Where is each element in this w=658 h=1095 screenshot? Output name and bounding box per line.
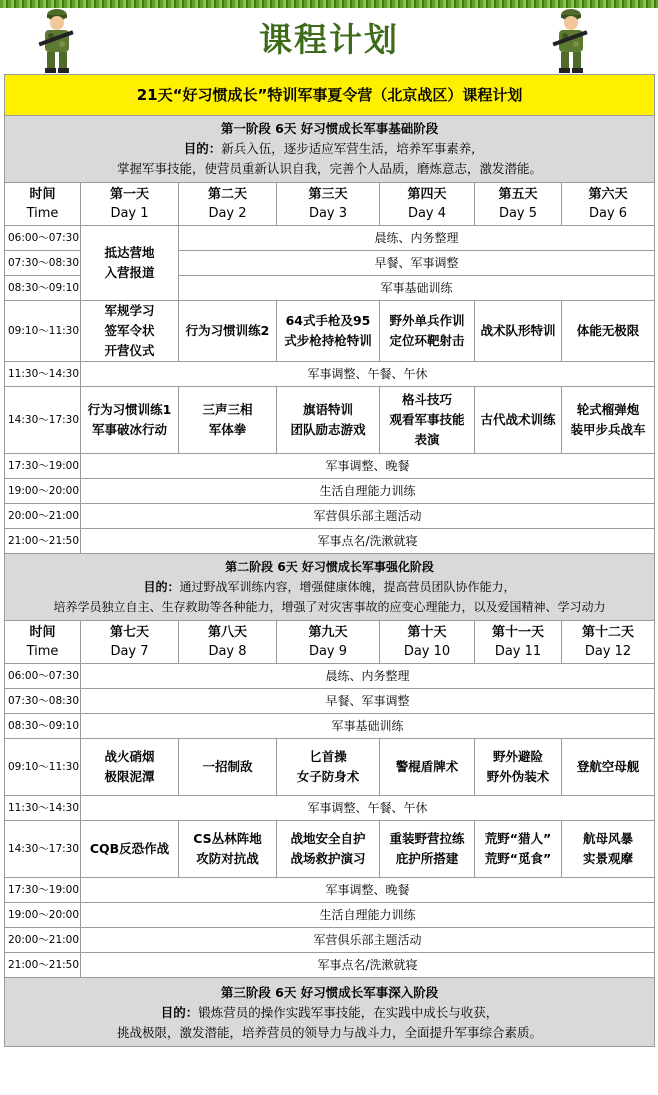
activity-cell bbox=[562, 387, 655, 454]
activity-cell bbox=[179, 821, 277, 878]
day-en: Day 4 bbox=[407, 206, 447, 221]
activity-cell bbox=[81, 821, 179, 878]
schedule-row bbox=[5, 878, 655, 903]
activity-line: 战场救护演习 bbox=[290, 851, 366, 866]
phase-2-title: 第二阶段 6天 好习惯成长军事强化阶段 bbox=[225, 560, 434, 574]
time-slot: 21:00～21:50 bbox=[5, 529, 81, 554]
day-header bbox=[380, 183, 475, 226]
activity-line: 旗语特训 bbox=[302, 402, 353, 417]
common-activity: 军事调整、晚餐 bbox=[81, 454, 655, 479]
activity-line: 攻防对抗战 bbox=[196, 851, 259, 866]
day-en: Day 10 bbox=[403, 644, 451, 659]
phase-1-goal-label: 目的： bbox=[183, 141, 222, 156]
day-en: Day 12 bbox=[584, 644, 632, 659]
activity-cell bbox=[562, 739, 655, 796]
schedule-row bbox=[5, 664, 655, 689]
phase-1-title: 第一阶段 6天 好习惯成长军事基础阶段 bbox=[220, 121, 439, 136]
activity-cell bbox=[81, 301, 179, 362]
time-slot: 21:00～21:50 bbox=[5, 953, 81, 978]
activity-line: 64式手枪及95 bbox=[285, 313, 371, 328]
activity-line: 匕首操 bbox=[309, 749, 347, 764]
activity-line: 签军令状 bbox=[104, 323, 155, 338]
common-activity: 军事调整、午餐、午休 bbox=[81, 362, 655, 387]
schedule-row bbox=[5, 529, 655, 554]
time-slot: 20:00～21:00 bbox=[5, 928, 81, 953]
day-header bbox=[81, 183, 179, 226]
phase-1-goal-text1: 新兵入伍，逐步适应军营生活，培养军事素养, bbox=[221, 141, 476, 156]
activity-cell bbox=[277, 739, 380, 796]
day-en: Day 1 bbox=[110, 206, 149, 221]
phase-2-goal-line2: 培养学员独立自主、生存救助等各种能力，增强了对灾害事故的应变心理能力，以及爱国精神、学习动力 bbox=[53, 600, 606, 614]
day-header bbox=[81, 621, 179, 664]
common-activity: 军事调整、午餐、午休 bbox=[81, 796, 655, 821]
time-header bbox=[5, 183, 81, 226]
schedule-row bbox=[5, 953, 655, 978]
activity-line: 登航空母舰 bbox=[576, 759, 640, 774]
activity-cell bbox=[179, 387, 277, 454]
schedule-row bbox=[5, 479, 655, 504]
time-slot: 07:30～08:30 bbox=[5, 251, 81, 276]
activity-cell bbox=[81, 739, 179, 796]
time-slot: 19:00～20:00 bbox=[5, 903, 81, 928]
common-activity: 晨练、内务整理 bbox=[179, 226, 655, 251]
activity-line: 团队励志游戏 bbox=[290, 422, 366, 437]
common-activity: 生活自理能力训练 bbox=[81, 479, 655, 504]
day-header bbox=[277, 621, 380, 664]
time-slot: 14:30～17:30 bbox=[5, 821, 81, 878]
activity-line: 战术队形特训 bbox=[480, 323, 556, 338]
common-activity: 军事调整、晚餐 bbox=[81, 878, 655, 903]
activity-cell bbox=[475, 739, 562, 796]
activity-line: 战地安全自护 bbox=[290, 831, 366, 846]
time-slot: 11:30～14:30 bbox=[5, 362, 81, 387]
schedule-container bbox=[4, 74, 654, 1047]
activity-cell bbox=[380, 387, 475, 454]
activity-line: 行为习惯训练2 bbox=[185, 323, 270, 338]
schedule-row bbox=[5, 387, 655, 454]
activity-cell bbox=[179, 301, 277, 362]
activity-cell bbox=[277, 821, 380, 878]
time-slot: 11:30～14:30 bbox=[5, 796, 81, 821]
activity-line: 军规学习 bbox=[104, 303, 155, 318]
time-header-cn: 时间 bbox=[29, 625, 56, 640]
day-en: Day 9 bbox=[308, 644, 348, 659]
schedule-row bbox=[5, 928, 655, 953]
schedule-row bbox=[5, 301, 655, 362]
time-slot: 20:00～21:00 bbox=[5, 504, 81, 529]
day-header bbox=[475, 183, 562, 226]
activity-line: 庇护所搭建 bbox=[395, 851, 459, 866]
phase-3-goal-text1: 锻炼营员的操作实践军事技能，在实践中成长与收获， bbox=[198, 1005, 499, 1020]
common-activity: 生活自理能力训练 bbox=[81, 903, 655, 928]
activity-cell bbox=[380, 739, 475, 796]
activity-line: 女子防身术 bbox=[296, 769, 360, 784]
time-slot: 07:30～08:30 bbox=[5, 689, 81, 714]
activity-cell bbox=[277, 301, 380, 362]
activity-cell bbox=[475, 821, 562, 878]
phase-2-goal-line1 bbox=[5, 577, 654, 597]
time-slot: 08:30～09:10 bbox=[5, 714, 81, 739]
schedule-row bbox=[5, 504, 655, 529]
phase-3-header bbox=[5, 978, 655, 1047]
day-cn: 第九天 bbox=[308, 625, 348, 640]
day-header bbox=[562, 183, 655, 226]
common-activity: 军营俱乐部主题活动 bbox=[81, 928, 655, 953]
activity-line: 重装野营拉练 bbox=[389, 831, 465, 846]
activity-line: 三声三相 bbox=[202, 402, 253, 417]
activity-line: 定位环靶射击 bbox=[389, 333, 465, 348]
phase-2-goal-label: 目的： bbox=[143, 580, 180, 594]
activity-line: CS丛林阵地 bbox=[193, 831, 262, 846]
common-activity: 军事点名/洗漱就寝 bbox=[81, 529, 655, 554]
day-cn: 第一天 bbox=[109, 187, 149, 202]
day-en: Day 2 bbox=[208, 206, 247, 221]
day-en: Day 11 bbox=[494, 644, 542, 659]
activity-line: 古代战术训练 bbox=[480, 412, 556, 427]
common-activity: 军事基础训练 bbox=[81, 714, 655, 739]
time-slot: 19:00～20:00 bbox=[5, 479, 81, 504]
time-header-en: Time bbox=[26, 206, 59, 221]
time-slot: 09:10～11:30 bbox=[5, 301, 81, 362]
day-header bbox=[562, 621, 655, 664]
activity-line: 式步枪持枪特训 bbox=[284, 333, 372, 348]
day-en: Day 3 bbox=[308, 206, 348, 221]
activity-line: 格斗技巧 bbox=[401, 392, 452, 407]
day-cn: 第五天 bbox=[498, 187, 538, 202]
day-cn: 第二天 bbox=[207, 187, 247, 202]
schedule-row bbox=[5, 739, 655, 796]
common-activity: 早餐、军事调整 bbox=[179, 251, 655, 276]
day-cn: 第十天 bbox=[407, 625, 447, 640]
schedule-row bbox=[5, 796, 655, 821]
activity-line: 开营仪式 bbox=[104, 343, 155, 358]
day-cn: 第十一天 bbox=[491, 625, 544, 640]
day-cn: 第八天 bbox=[207, 625, 247, 640]
time-header bbox=[5, 621, 81, 664]
soldier-icon-right bbox=[550, 6, 592, 76]
day-cn: 第六天 bbox=[588, 187, 628, 202]
phase-2-goal-text1: 通过野战军训练内容，增强健康体魄，提高营员团队协作能力， bbox=[179, 580, 516, 594]
activity-cell bbox=[562, 301, 655, 362]
activity-line: 野外伪装术 bbox=[486, 769, 550, 784]
activity-line: CQB反恐作战 bbox=[89, 841, 170, 856]
activity-line: 野外避险 bbox=[492, 749, 543, 764]
schedule-row bbox=[5, 903, 655, 928]
activity-line: 荒野“觅食” bbox=[484, 851, 552, 866]
activity-cell bbox=[277, 387, 380, 454]
day1-arrival-cell bbox=[81, 226, 179, 301]
activity-line: 抵达营地 bbox=[104, 245, 155, 260]
time-slot: 17:30～19:00 bbox=[5, 454, 81, 479]
activity-cell bbox=[475, 301, 562, 362]
schedule-row bbox=[5, 226, 655, 251]
activity-line: 实景观摩 bbox=[583, 851, 634, 866]
activity-line: 警棍盾牌术 bbox=[395, 759, 459, 774]
schedule-row bbox=[5, 689, 655, 714]
schedule-row bbox=[5, 454, 655, 479]
phase-1-header bbox=[5, 116, 655, 183]
schedule-row bbox=[5, 714, 655, 739]
activity-cell bbox=[380, 301, 475, 362]
activity-cell bbox=[81, 387, 179, 454]
day-en: Day 8 bbox=[208, 644, 247, 659]
day-cn: 第四天 bbox=[407, 187, 447, 202]
phase-1-day-header-row bbox=[5, 183, 655, 226]
phase-1-goal-line2: 掌握军事技能，使营员重新认识自我，完善个人品质，磨炼意志，激发潜能。 bbox=[117, 161, 543, 176]
common-activity: 军营俱乐部主题活动 bbox=[81, 504, 655, 529]
day-header bbox=[475, 621, 562, 664]
phase-3-goal-line1 bbox=[5, 1003, 654, 1023]
course-schedule-table bbox=[4, 74, 655, 1047]
day-header bbox=[277, 183, 380, 226]
day-cn: 第七天 bbox=[109, 625, 149, 640]
time-header-cn: 时间 bbox=[29, 187, 56, 202]
day-header bbox=[380, 621, 475, 664]
time-slot: 17:30～19:00 bbox=[5, 878, 81, 903]
time-slot: 09:10～11:30 bbox=[5, 739, 81, 796]
phase-3-title: 第三阶段 6天 好习惯成长军事深入阶段 bbox=[220, 985, 439, 1000]
activity-cell bbox=[475, 387, 562, 454]
day-cn: 第三天 bbox=[308, 187, 348, 202]
activity-line: 观看军事技能 bbox=[389, 412, 465, 427]
day-en: Day 6 bbox=[588, 206, 628, 221]
activity-line: 军体拳 bbox=[208, 422, 247, 437]
activity-line: 一招制敌 bbox=[202, 759, 253, 774]
activity-line: 轮式榴弹炮 bbox=[576, 402, 640, 417]
activity-cell bbox=[380, 821, 475, 878]
page-title: 课程计划 bbox=[259, 20, 399, 59]
activity-line: 装甲步兵战车 bbox=[570, 422, 646, 437]
day-header bbox=[179, 621, 277, 664]
phase-3-goal-line2: 挑战极限，激发潜能，培养营员的领导力与战斗力，全面提升军事综合素质。 bbox=[117, 1025, 543, 1040]
activity-line: 航母风暴 bbox=[583, 831, 634, 846]
schedule-row bbox=[5, 362, 655, 387]
schedule-row bbox=[5, 821, 655, 878]
common-activity: 早餐、军事调整 bbox=[81, 689, 655, 714]
time-slot: 08:30～09:10 bbox=[5, 276, 81, 301]
activity-line: 荒野“猎人” bbox=[484, 831, 552, 846]
common-activity: 晨练、内务整理 bbox=[81, 664, 655, 689]
activity-line: 战火硝烟 bbox=[104, 749, 155, 764]
day-cn: 第十二天 bbox=[582, 625, 635, 640]
day-header bbox=[179, 183, 277, 226]
day-en: Day 5 bbox=[498, 206, 538, 221]
day-en: Day 7 bbox=[110, 644, 149, 659]
time-slot: 14:30～17:30 bbox=[5, 387, 81, 454]
time-header-en: Time bbox=[26, 644, 59, 659]
activity-cell bbox=[562, 821, 655, 878]
time-slot: 06:00～07:30 bbox=[5, 226, 81, 251]
phase-2-header bbox=[5, 554, 655, 621]
camp-title: 21天“好习惯成长”特训军事夏令营（北京战区）课程计划 bbox=[5, 75, 655, 116]
activity-line: 野外单兵作训 bbox=[389, 313, 465, 328]
phase-1-goal-line1 bbox=[5, 139, 654, 159]
activity-line: 极限泥潭 bbox=[104, 769, 155, 784]
activity-line: 行为习惯训练1 bbox=[87, 402, 172, 417]
activity-line: 军事破冰行动 bbox=[91, 422, 167, 437]
phase-2-day-header-row bbox=[5, 621, 655, 664]
time-slot: 06:00～07:30 bbox=[5, 664, 81, 689]
activity-cell bbox=[179, 739, 277, 796]
activity-line: 表演 bbox=[414, 432, 440, 447]
activity-line: 入营报道 bbox=[104, 265, 155, 280]
common-activity: 军事基础训练 bbox=[179, 276, 655, 301]
activity-line: 体能无极限 bbox=[576, 323, 640, 338]
common-activity: 军事点名/洗漱就寝 bbox=[81, 953, 655, 978]
phase-3-goal-label: 目的： bbox=[160, 1005, 199, 1020]
